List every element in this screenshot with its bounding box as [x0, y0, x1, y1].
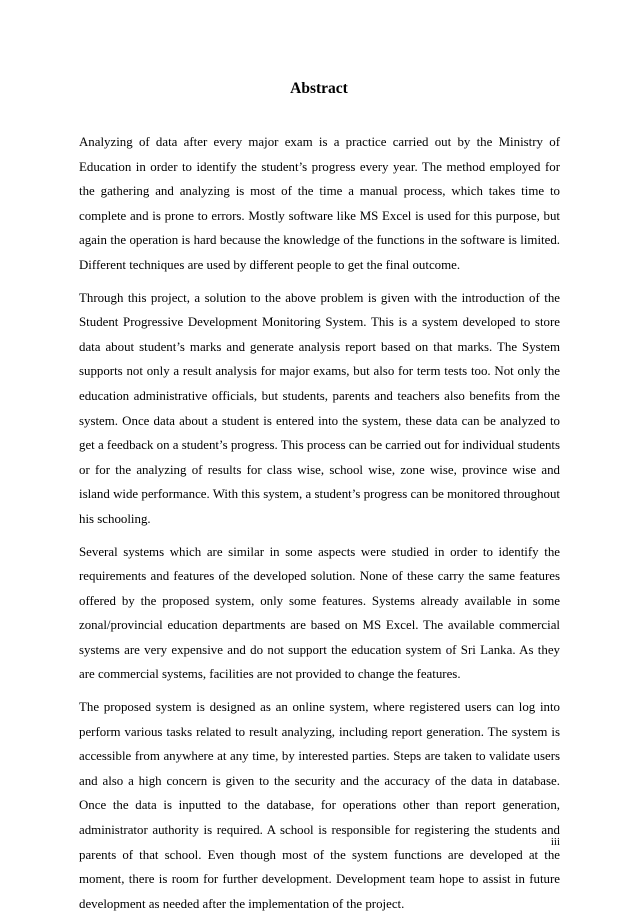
page-number: iii	[550, 836, 560, 848]
paragraph-2: Through this project, a solution to the above problem is given with the introduction of the Student Progressive Development Monitoring System. This is a system developed to store data about student’s marks and generate analysis report based on that marks. The System supports not only a result analysis for major exams, but also for term tests too. Not only the education administrative officials, but students, parents and teachers also benefits from the system. Once data about a student is entered into the system, these data can be analyzed to get a feedback on a student’s progress. This process can be carried out for individual students or for the analyzing of results for class wise, school wise, zone wise, province wise and island wide performance. With this system, a student’s progress can be monitored throughout his schooling.	[79, 290, 560, 526]
paragraph-4: The proposed system is designed as an online system, where registered users can log into perform various tasks related to result analyzing, including report generation. The system is accessible from anywhere at any time, by interested parties. Steps are taken to validate users and also a high concern is given to the security and the accuracy of the data in database. Once the data is inputted to the database, for operations other than report generation, administrator authority is required. A school is responsible for registering the students and parents of that school. Even though most of the system functions are developed at the moment, there is room for further development. Development team hope to assist in future development as needed after the implementation of the project.	[79, 700, 560, 911]
paragraph-1: Analyzing of data after every major exam is a practice carried out by the Ministry of Education in order to identify the student’s progress every year. The method employed for the gathering and analyzing is most of the time a manual process, which takes time to complete and is prone to errors. Mostly software like MS Excel is used for this purpose, but again the operation is hard because the knowledge of the functions in the software is limited. Different techniques are used by different people to get the final outcome.	[79, 135, 560, 272]
paragraph-3: Several systems which are similar in some aspects were studied in order to identify the requirements and features of the developed solution. None of these carry the same features offered by the proposed system, only some features. Systems already available in some zonal/provincial education departments are based on MS Excel. The available commercial systems are very expensive and do not support the education system of Sri Lanka. As they are commercial systems, facilities are not provided to change the features.	[79, 544, 560, 682]
abstract-body	[79, 130, 560, 924]
page-title: Abstract	[290, 80, 348, 97]
